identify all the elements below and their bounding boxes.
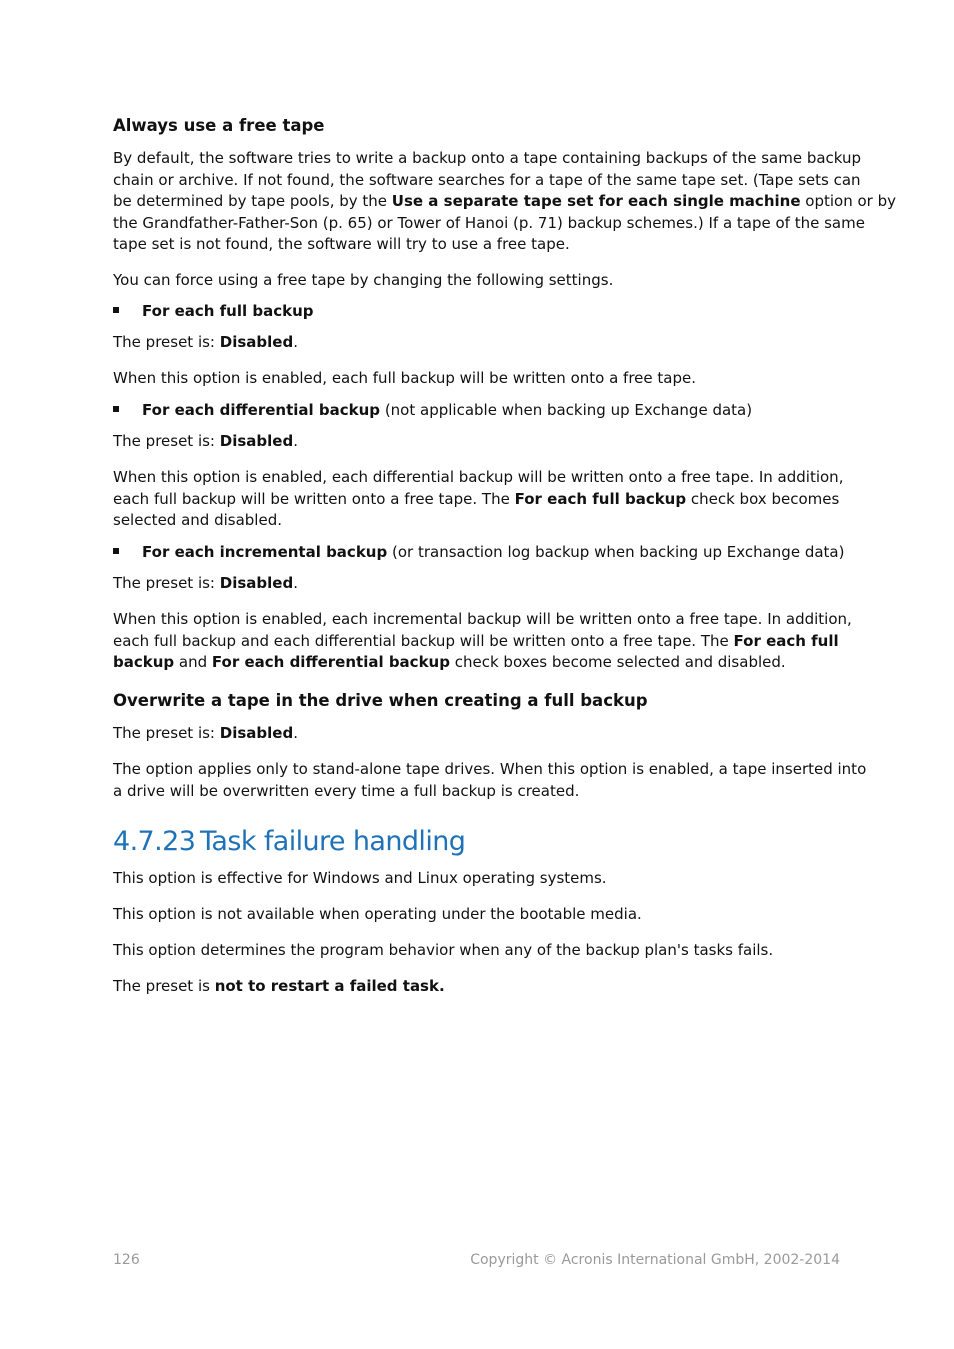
task-failure-para3: This option determines the program behavior when any of the backup plan's tasks fails. — [113, 941, 774, 959]
task-failure-preset: The preset is not to restart a failed task. — [113, 977, 445, 995]
bullet-square-icon — [113, 307, 119, 313]
bullet3-description: When this option is enabled, each incremental backup will be written onto a free tape. In addition, each full backup and each differential backup will be written onto a free tape. The For each full backup and For each differential backup check boxes become selected and disabled. — [113, 610, 852, 672]
section-title: Task failure handling — [200, 826, 466, 857]
intro-paragraph: By default, the software tries to write a backup onto a tape containing backups of the same backup chain or archive. If not found, the software searches for a tape of the same tape set. (Tape sets can be determined by tape pools, by the Use a separate tape set for each single machine option or by the Grandfather-Father-Son (p. 65) or Tower of Hanoi (p. 71) backup schemes.) If a tape of the same tape set is not found, the software will try to use a free tape. — [113, 149, 896, 254]
preset-line: The preset is: Disabled. — [113, 432, 298, 450]
page-number: 126 — [113, 1252, 140, 1268]
task-failure-para1: This option is effective for Windows and Linux operating systems. — [113, 869, 607, 887]
heading-always-use-free-tape: Always use a free tape — [113, 116, 325, 135]
preset-line: The preset is: Disabled. — [113, 724, 298, 742]
overwrite-description: The option applies only to stand-alone tape drives. When this option is enabled, a tape inserted into a drive will be overwritten every time a full backup is created. — [113, 760, 867, 800]
preset-line: The preset is: Disabled. — [113, 574, 298, 592]
bullet2-description: When this option is enabled, each differential backup will be written onto a free tape. In addition, each full backup will be written onto a free tape. The For each full backup check box becomes selected and disabled. — [113, 468, 844, 530]
copyright-notice: Copyright © Acronis International GmbH, 2002-2014 — [470, 1252, 840, 1268]
bullet1-description: When this option is enabled, each full backup will be written onto a free tape. — [113, 369, 696, 387]
section-number: 4.7.23 — [113, 826, 196, 857]
section-title-task-failure-handling — [113, 826, 465, 857]
preset-line: The preset is: Disabled. — [113, 333, 298, 351]
bullet-square-icon — [113, 406, 119, 412]
task-failure-para2: This option is not available when operating under the bootable media. — [113, 905, 642, 923]
option-name: Use a separate tape set for each single machine — [391, 192, 801, 211]
heading-overwrite-tape: Overwrite a tape in the drive when creating a full backup — [113, 691, 648, 710]
bullet-square-icon — [113, 548, 119, 554]
force-paragraph: You can force using a free tape by changing the following settings. — [113, 271, 614, 289]
